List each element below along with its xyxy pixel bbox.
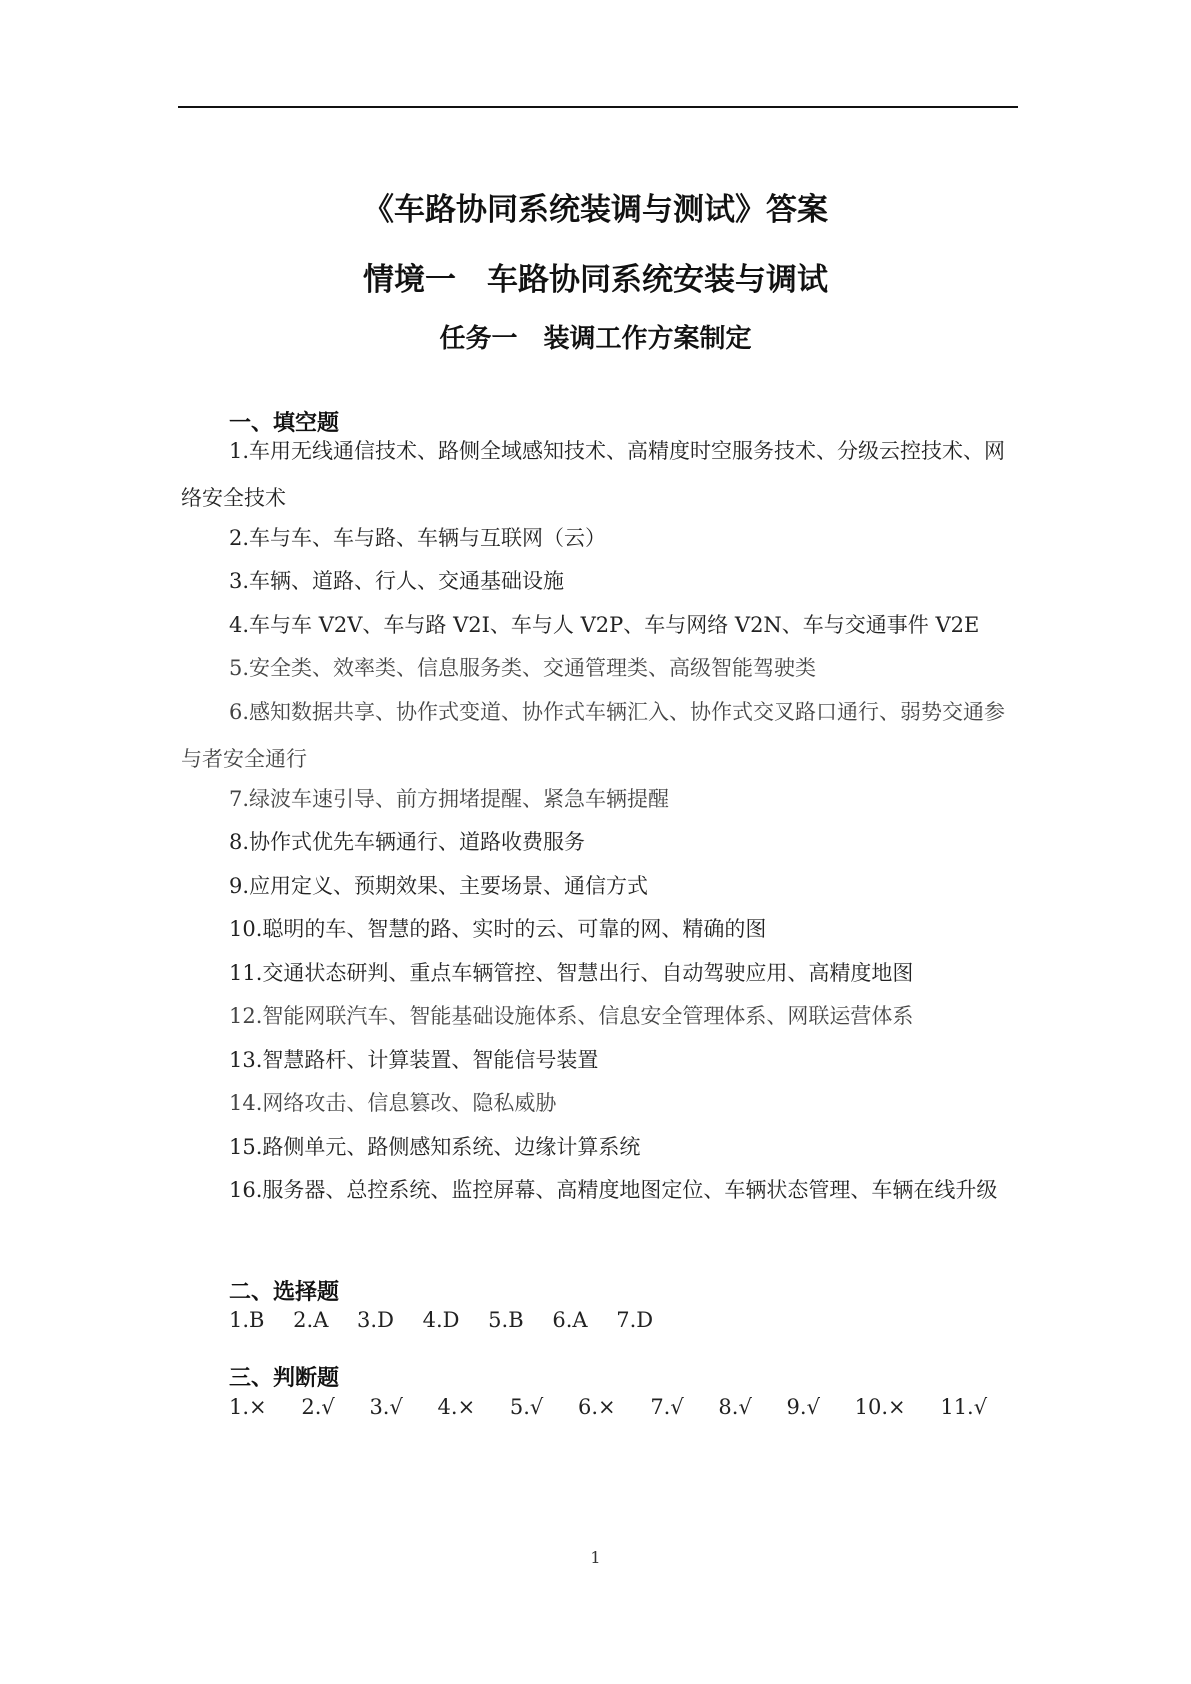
list-item: 3.车辆、道路、行人、交通基础设施 bbox=[229, 569, 565, 593]
scenario-heading: 情境一 车路协同系统安装与调试 bbox=[363, 262, 828, 298]
answer: 4.D bbox=[422, 1308, 460, 1332]
list-item: 2.车与车、车与路、车辆与互联网（云） bbox=[229, 526, 607, 550]
judge-answers bbox=[229, 1395, 987, 1419]
page-number: 1 bbox=[590, 1548, 601, 1567]
answer: 2.√ bbox=[301, 1395, 335, 1419]
answer: 3.√ bbox=[369, 1395, 403, 1419]
header-rule bbox=[178, 106, 1018, 108]
list-item: 12.智能网联汽车、智能基础设施体系、信息安全管理体系、网联运营体系 bbox=[229, 1004, 914, 1028]
task-heading: 任务一 装调工作方案制定 bbox=[439, 324, 752, 354]
document-title: 《车路协同系统装调与测试》答案 bbox=[363, 192, 828, 228]
answer: 4.× bbox=[437, 1395, 476, 1419]
list-item: 1.车用无线通信技术、路侧全域感知技术、高精度时空服务技术、分级云控技术、网络安全技术 bbox=[181, 439, 1006, 510]
answer: 2.A bbox=[293, 1308, 329, 1332]
list-item: 13.智慧路杆、计算装置、智能信号装置 bbox=[229, 1048, 599, 1072]
answer: 11.√ bbox=[940, 1395, 988, 1419]
list-item: 4.车与车 V2V、车与路 V2I、车与人 V2P、车与网络 V2N、车与交通事件 V2E bbox=[229, 613, 980, 637]
list-item: 10.聪明的车、智慧的路、实时的云、可靠的网、精确的图 bbox=[229, 917, 767, 941]
list-item: 5.安全类、效率类、信息服务类、交通管理类、高级智能驾驶类 bbox=[229, 656, 817, 680]
list-item: 8.协作式优先车辆通行、道路收费服务 bbox=[229, 830, 586, 854]
list-item: 11.交通状态研判、重点车辆管控、智慧出行、自动驾驶应用、高精度地图 bbox=[229, 961, 914, 985]
answer: 5.B bbox=[488, 1308, 524, 1332]
answer: 8.√ bbox=[718, 1395, 752, 1419]
list-item: 14.网络攻击、信息篡改、隐私威胁 bbox=[229, 1091, 557, 1115]
answer: 10.× bbox=[854, 1395, 906, 1419]
choice-answers bbox=[229, 1308, 675, 1332]
answer: 6.× bbox=[577, 1395, 616, 1419]
section-fill-blank-heading: 一、填空题 bbox=[229, 411, 340, 436]
list-item: 9.应用定义、预期效果、主要场景、通信方式 bbox=[229, 874, 649, 898]
list-item: 15.路侧单元、路侧感知系统、边缘计算系统 bbox=[229, 1135, 641, 1159]
answer: 1.B bbox=[229, 1308, 265, 1332]
list-item: 6.感知数据共享、协作式变道、协作式车辆汇入、协作式交叉路口通行、弱势交通参与者安全通行 bbox=[181, 700, 1006, 771]
section-judge-heading: 三、判断题 bbox=[229, 1366, 340, 1391]
answer: 3.D bbox=[357, 1308, 394, 1332]
answer: 9.√ bbox=[786, 1395, 820, 1419]
list-item: 16.服务器、总控系统、监控屏幕、高精度地图定位、车辆状态管理、车辆在线升级 bbox=[229, 1178, 998, 1202]
answer: 7.√ bbox=[650, 1395, 684, 1419]
answer: 1.× bbox=[229, 1395, 267, 1419]
answer: 5.√ bbox=[509, 1395, 544, 1419]
list-item: 7.绿波车速引导、前方拥堵提醒、紧急车辆提醒 bbox=[229, 787, 670, 811]
section-choice-heading: 二、选择题 bbox=[229, 1280, 340, 1305]
answer: 7.D bbox=[616, 1308, 654, 1332]
answer: 6.A bbox=[552, 1308, 588, 1332]
